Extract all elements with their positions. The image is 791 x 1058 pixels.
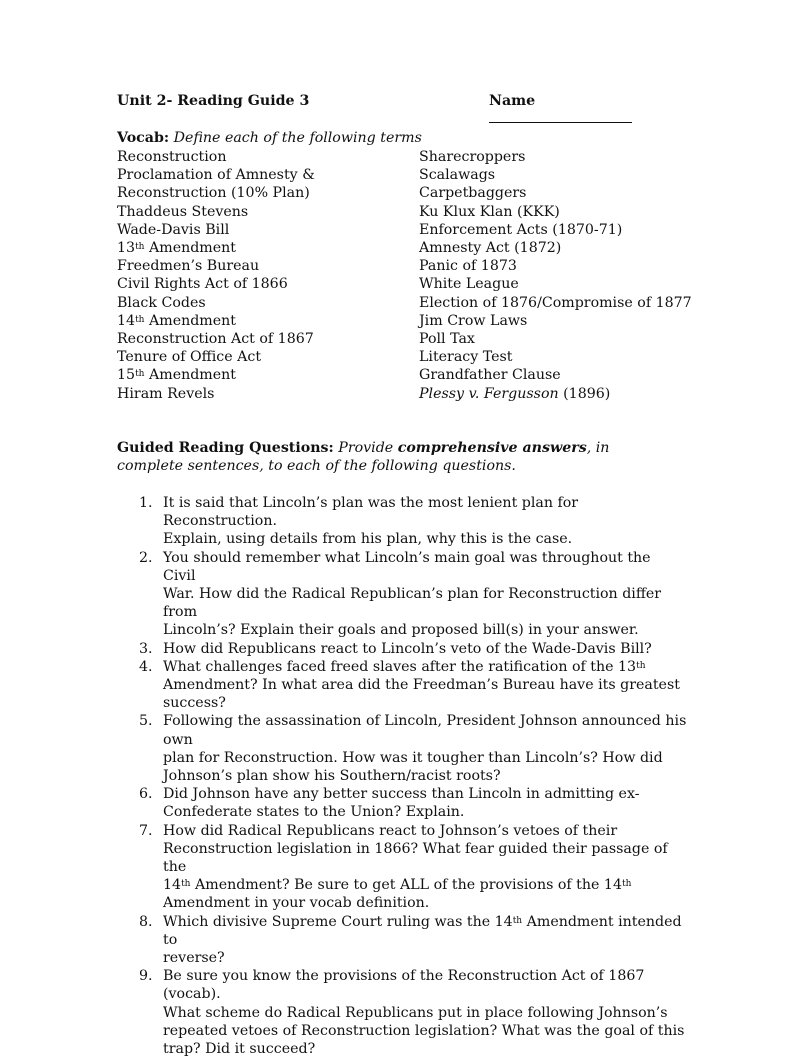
question-text: [163, 913, 687, 968]
question-item: [117, 913, 687, 968]
vocab-term: 14th Amendment: [117, 312, 236, 329]
vocab-right-column: [419, 148, 692, 403]
question-line: What scheme do Radical Republicans put in place following Johnson’s: [163, 1004, 668, 1021]
question-item: [117, 494, 687, 549]
vocab-heading: [117, 130, 422, 146]
document-title: Unit 2- Reading Guide 3: [117, 93, 310, 109]
vocab-term: Thaddeus Stevens: [117, 203, 249, 220]
question-item: [117, 658, 687, 713]
question-number: 8.: [139, 913, 153, 930]
question-line: What challenges faced freed slaves after the ratification of the 13th: [163, 658, 646, 675]
vocab-term: Literacy Test: [419, 349, 513, 366]
question-line: trap? Did it succeed?: [163, 1041, 316, 1058]
question-number: 3.: [139, 640, 153, 657]
name-field: [489, 93, 677, 127]
vocab-term: Poll Tax: [419, 331, 475, 348]
name-blank-line: [489, 109, 632, 123]
question-item: [117, 549, 687, 640]
vocab-term: Black Codes: [117, 294, 206, 311]
question-item: [117, 640, 687, 658]
vocab-label: Vocab:: [117, 130, 170, 146]
vocab-term: Reconstruction (10% Plan): [117, 185, 310, 202]
question-number: 6.: [139, 786, 153, 803]
vocab-term: White League: [419, 276, 519, 293]
question-text: [163, 640, 687, 658]
question-line: repeated vetoes of Reconstruction legislation? What was the goal of this: [163, 1022, 685, 1039]
ordinal-suffix: th: [621, 879, 632, 890]
guided-instruction-emphasis: comprehensive answers: [397, 440, 587, 456]
vocab-term: Wade-Davis Bill: [117, 221, 230, 238]
vocab-term: Election of 1876/Compromise of 1877: [419, 294, 692, 311]
question-item: [117, 822, 687, 913]
question-line: Reconstruction legislation in 1866? What fear guided their passage of the: [163, 840, 668, 876]
name-label: Name: [489, 93, 536, 109]
question-line: Confederate states to the Union? Explain.: [163, 804, 465, 821]
question-line: War. How did the Radical Republican’s plan for Reconstruction differ from: [163, 586, 662, 621]
vocab-term: Scalawags: [419, 167, 496, 184]
vocab-instruction: Define each of the following terms: [173, 130, 422, 146]
question-line: Following the assassination of Lincoln, President Johnson announced his own: [163, 713, 687, 748]
question-text: [163, 712, 687, 785]
ordinal-suffix: th: [135, 314, 145, 325]
question-number: 9.: [139, 968, 153, 985]
question-line: Lincoln’s? Explain their goals and proposed bill(s) in your answer.: [163, 622, 639, 639]
vocab-term: Reconstruction: [117, 149, 227, 165]
question-line: It is said that Lincoln’s plan was the most lenient plan for Reconstruction.: [163, 495, 579, 530]
question-text: [163, 967, 687, 1058]
question-list: [117, 494, 687, 1058]
vocab-term: Freedmen’s Bureau: [117, 258, 260, 275]
question-line: Johnson’s plan show his Southern/racist roots?: [163, 768, 501, 785]
header: [117, 93, 677, 113]
vocab-term: Enforcement Acts (1870-71): [419, 221, 623, 238]
question-number: 1.: [139, 495, 153, 511]
question-line: Be sure you know the provisions of the Reconstruction Act of 1867 (vocab).: [163, 968, 645, 1003]
question-text: [163, 658, 687, 713]
guided-label: Guided Reading Questions:: [117, 440, 334, 456]
vocab-term: Proclamation of Amnesty &: [117, 167, 315, 184]
question-text: [163, 549, 687, 640]
question-number: 4.: [139, 658, 153, 675]
italic-text: Plessy v. Fergusson: [419, 385, 559, 402]
question-text: [163, 494, 687, 549]
question-line: How did Radical Republicans react to Johnson’s vetoes of their: [163, 822, 618, 839]
ordinal-suffix: th: [135, 369, 145, 380]
question-text: [163, 785, 687, 821]
vocab-term: Carpetbaggers: [419, 185, 527, 202]
ordinal-suffix: th: [636, 660, 646, 671]
vocab-term: Amnesty Act (1872): [419, 240, 562, 257]
question-line: Which divisive Supreme Court ruling was the 14th Amendment intended to: [163, 913, 682, 948]
question-item: [117, 712, 687, 785]
question-line: Explain, using details from his plan, why this is the case.: [163, 531, 573, 548]
vocab-term: Hiram Revels: [117, 385, 215, 402]
vocab-term: Sharecroppers: [419, 149, 526, 165]
ordinal-suffix: th: [512, 915, 523, 926]
question-item: [117, 967, 687, 1058]
vocab-term: Ku Klux Klan (KKK): [419, 203, 560, 220]
vocab-term: Tenure of Office Act: [117, 349, 262, 366]
ordinal-suffix: th: [181, 879, 191, 890]
guided-heading: [117, 439, 657, 475]
question-line: Did Johnson have any better success than Lincoln in admitting ex-: [163, 786, 640, 803]
guided-instruction-part: Provide: [338, 440, 398, 456]
vocab-term: Civil Rights Act of 1866: [117, 276, 288, 293]
vocab-term: Panic of 1873: [419, 258, 517, 275]
question-number: 2.: [139, 549, 153, 566]
question-line: reverse?: [163, 950, 225, 967]
question-line: Amendment in your vocab definition.: [163, 895, 430, 912]
vocab-term: Plessy v. Fergusson (1896): [419, 385, 611, 402]
question-line: plan for Reconstruction. How was it tougher than Lincoln’s? How did: [163, 749, 663, 766]
question-line: You should remember what Lincoln’s main goal was throughout the Civil: [163, 549, 651, 584]
vocab-term: Grandfather Clause: [419, 367, 561, 384]
question-number: 7.: [139, 822, 153, 839]
vocab-term: 15th Amendment: [117, 367, 236, 384]
question-line: Amendment? In what area did the Freedman’s Bureau have its greatest: [163, 677, 680, 694]
question-line: How did Republicans react to Lincoln’s veto of the Wade-Davis Bill?: [163, 640, 652, 657]
question-item: [117, 785, 687, 821]
question-line: success?: [163, 695, 226, 712]
vocab-term: Reconstruction Act of 1867: [117, 331, 314, 348]
question-text: [163, 822, 687, 913]
vocab-left-column: [117, 148, 315, 403]
question-line: 14th Amendment? Be sure to get ALL of the provisions of the 14th: [163, 877, 632, 894]
vocab-term: 13th Amendment: [117, 240, 236, 257]
vocab-term: Jim Crow Laws: [419, 312, 528, 329]
question-number: 5.: [139, 713, 153, 730]
guided-instruction-part: , in complete sentences, to each of the following questions.: [117, 440, 610, 475]
ordinal-suffix: th: [135, 242, 145, 253]
